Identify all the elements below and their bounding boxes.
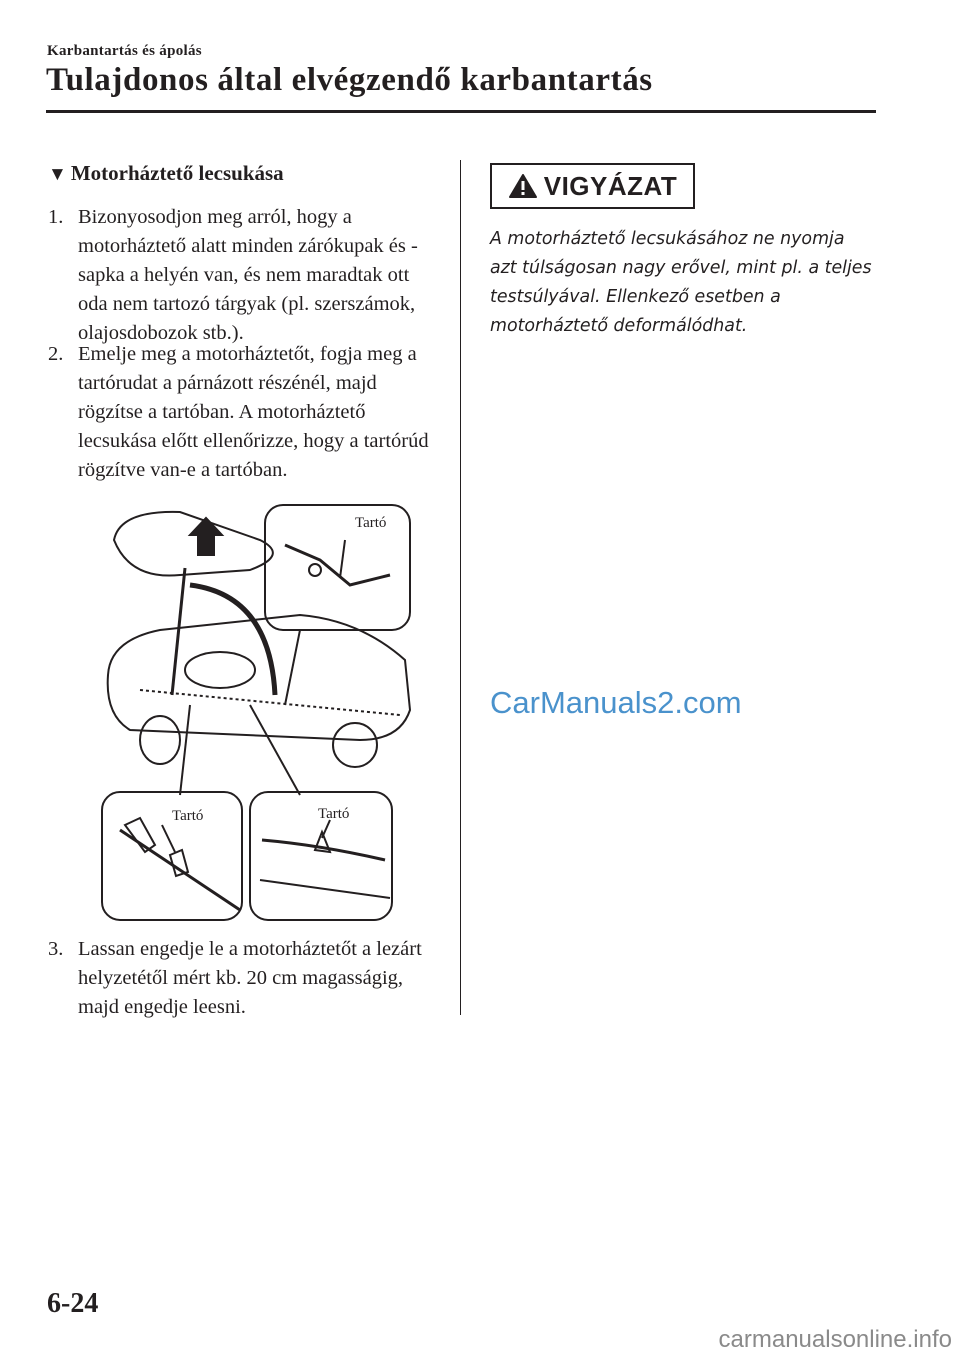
header-rule [46, 110, 876, 113]
up-arrow-icon [190, 518, 222, 555]
step-number: 3. [48, 938, 64, 960]
step-text: Emelje meg a motorháztetőt, fogja meg a tartórudat a párnázott részénél, majd rögzítse a tartóban. A motorháztető lecsukása előtt ellenőrizze, hogy a tartórúd rögzítve van-e a tartóban. [78, 343, 429, 481]
warning-body: A motorháztető lecsukásához ne nyomja azt túlságosan nagy erővel, mint pl. a teljes testsúlyával. Ellenkező esetben a motorháztető deformálódhat. [490, 229, 872, 336]
subheading-text: Motorháztető lecsukása [70, 161, 284, 185]
page-number: 6-24 [47, 1288, 99, 1319]
warning-triangle-icon [508, 173, 538, 199]
step-text: Bizonyosodjon meg arról, hogy a motorháztető alatt minden zárókupak és -sapka a helyén van, és nem maradtak ott oda nem tartozó tárgyak (pl. szerszámok, olajosdobozok stb.). [78, 206, 418, 344]
step-3 [48, 935, 443, 1022]
inset-top-right [265, 505, 410, 630]
support-rod [172, 568, 185, 695]
hood-illustration-svg [100, 500, 420, 930]
watermark: CarManuals2.com [490, 685, 742, 720]
step-2 [48, 340, 443, 485]
hood-shape [114, 512, 273, 576]
holder-label-bottom-right: Tartó [318, 806, 350, 822]
step-1 [48, 203, 443, 348]
subheading [48, 161, 284, 186]
step-number: 1. [48, 206, 64, 228]
step-text: Lassan engedje le a motorháztetőt a lezárt helyzetétől mért kb. 20 cm magasságig, majd engedje leesni. [78, 938, 422, 1018]
warning-box [490, 163, 695, 209]
curved-arrow-icon [190, 585, 275, 695]
column-divider [460, 160, 461, 1015]
holder-label-bottom-left: Tartó [172, 808, 204, 824]
warning-title: VIGYÁZAT [543, 170, 678, 201]
step-number: 2. [48, 343, 64, 365]
holder-label-top: Tartó [355, 515, 387, 531]
section-label: Karbantartás és ápolás [47, 43, 202, 59]
triangle-marker-icon: ▼ [48, 164, 67, 185]
hood-illustration [100, 500, 420, 930]
page-title: Tulajdonos által elvégzendő karbantartás [46, 62, 653, 98]
footer-site: carmanualsonline.info [718, 1326, 952, 1353]
